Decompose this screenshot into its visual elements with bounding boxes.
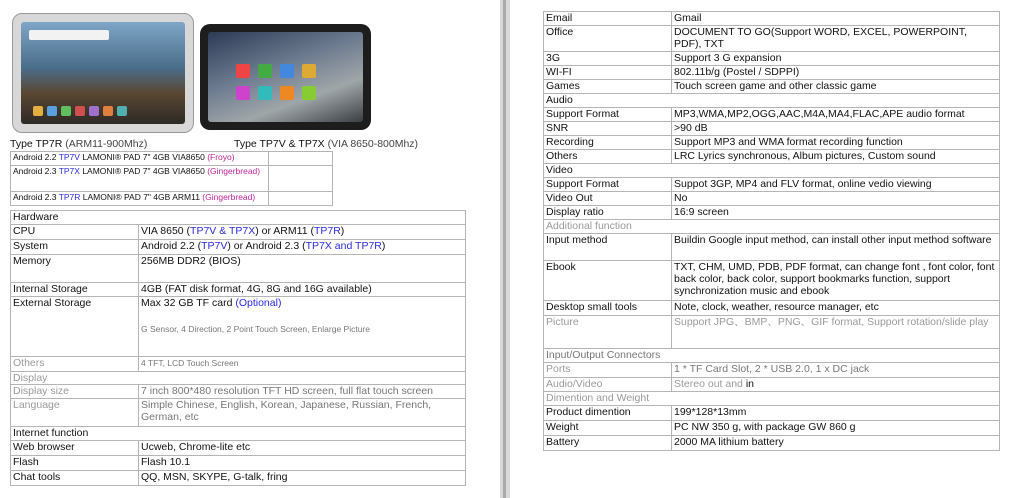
spec-value-ebook: TXT, CHM, UMD, PDB, PDF format, can change font , font color, font back color, back color, support bookmarks function, support synchronization music and ebook xyxy=(672,261,1000,301)
table-row xyxy=(544,26,1000,52)
type-tp7v-note: (VIA 8650-800Mhz) xyxy=(324,138,419,150)
table-row xyxy=(544,363,1000,378)
spec-label: Ports xyxy=(544,363,672,378)
tablet-image-white xyxy=(12,13,194,133)
spec-label: Games xyxy=(544,80,672,94)
table-row xyxy=(11,441,466,456)
spec-value: Suppot 3GP, MP4 and FLV format, online vedio viewing xyxy=(672,178,1000,192)
spec-label: Web browser xyxy=(11,441,139,456)
table-row xyxy=(11,427,466,441)
spec-value-battery: 2000 MA lithium battery xyxy=(672,436,1000,451)
tablet-image-black xyxy=(200,24,371,130)
spec-label: Audio/Video xyxy=(544,378,672,392)
table-row xyxy=(544,108,1000,122)
spec-value-cpu: VIA 8650 (TP7V & TP7X) or ARM11 (TP7R) xyxy=(139,225,466,240)
spec-label: Support Format xyxy=(544,178,672,192)
table-row xyxy=(544,94,1000,108)
section-dimension: Dimention and Weight xyxy=(544,392,1000,406)
spec-label: 3G xyxy=(544,52,672,66)
spec-label: Flash xyxy=(11,456,139,471)
right-rows xyxy=(544,12,1000,220)
spec-value-external-storage: Max 32 GB TF card (Optional) G Sensor, 4 Direction, 2 Point Touch Screen, Enlarge Picture xyxy=(139,297,466,357)
spec-value-picture: Support JPG、BMP、PNG、GIF format, Support rotation/slide play xyxy=(672,316,1000,349)
spec-label: Display ratio xyxy=(544,206,672,220)
spec-value-desktop: Note, clock, weather, resource manager, etc xyxy=(672,301,1000,316)
table-row xyxy=(544,164,1000,178)
spec-label: Video Out xyxy=(544,192,672,206)
table-row xyxy=(544,178,1000,192)
spec-label: Others xyxy=(11,357,139,372)
spec-value: DOCUMENT TO GO(Support WORD, EXCEL, POWERPOINT, PDF), TXT xyxy=(672,26,1000,52)
section-internet: Internet function xyxy=(11,427,466,441)
table-row xyxy=(544,52,1000,66)
app-icons-graphic xyxy=(33,106,127,116)
spec-value-weight: PC NW 350 g, with package GW 860 g xyxy=(672,421,1000,436)
spec-label: Email xyxy=(544,12,672,26)
spec-value: Support MP3 and WMA format recording function xyxy=(672,136,1000,150)
table-row xyxy=(11,152,333,166)
tablet-screen xyxy=(21,22,185,124)
spec-label: Desktop small tools xyxy=(544,301,672,316)
android-row-3: Android 2.3 TP7R LAMONI® PAD 7" 4GB ARM11 (Gingerbread) xyxy=(11,192,269,206)
table-row xyxy=(544,421,1000,436)
section-additional: Additional function xyxy=(544,220,1000,234)
spec-value-memory: 256MB DDR2 (BIOS) xyxy=(139,255,466,283)
table-row xyxy=(544,220,1000,234)
spec-value: Gmail xyxy=(672,12,1000,26)
spec-section: Video xyxy=(544,164,1000,178)
spec-value: No xyxy=(672,192,1000,206)
table-row xyxy=(11,372,466,385)
table-row xyxy=(11,166,333,192)
table-row xyxy=(544,316,1000,349)
software-spec-table xyxy=(543,11,1000,451)
spec-label: Internal Storage xyxy=(11,283,139,297)
type-tp7r-label xyxy=(10,138,147,150)
table-row xyxy=(544,80,1000,94)
table-row xyxy=(544,206,1000,220)
table-row xyxy=(11,297,466,357)
type-tp7v-name: Type TP7V & TP7X xyxy=(234,138,325,150)
tablet-screen xyxy=(208,32,363,122)
table-row xyxy=(11,225,466,240)
spec-value-browser: Ucweb, Chrome-lite etc xyxy=(139,441,466,456)
spec-label: System xyxy=(11,240,139,255)
spec-value: >90 dB xyxy=(672,122,1000,136)
spec-label: Battery xyxy=(544,436,672,451)
table-row xyxy=(544,301,1000,316)
type-tp7v-label xyxy=(234,138,418,150)
android-version-table xyxy=(10,151,333,206)
spec-value: 16:9 screen xyxy=(672,206,1000,220)
table-row xyxy=(544,436,1000,451)
sensor-note: G Sensor, 4 Direction, 2 Point Touch Screen, Enlarge Picture xyxy=(141,324,370,334)
spec-label: Picture xyxy=(544,316,672,349)
spec-value-others: 4 TFT, LCD Touch Screen xyxy=(139,357,466,372)
spec-value: Touch screen game and other classic game xyxy=(672,80,1000,94)
spec-label: CPU xyxy=(11,225,139,240)
table-row xyxy=(544,150,1000,164)
spec-value-display-size: 7 inch 800*480 resolution TFT HD screen, full flat touch screen xyxy=(139,385,466,399)
table-row xyxy=(11,357,466,372)
table-row xyxy=(11,211,466,225)
table-row xyxy=(11,240,466,255)
table-row xyxy=(11,471,466,486)
spec-value: LRC Lyrics synchronous, Album pictures, Custom sound xyxy=(672,150,1000,164)
spec-label: Others xyxy=(544,150,672,164)
spec-value-input-method: Buildin Google input method, can install other input method software xyxy=(672,234,1000,261)
table-row xyxy=(544,66,1000,80)
android-row-1: Android 2.2 TP7V LAMONI® PAD 7" 4GB VIA8650 (Froyo) xyxy=(11,152,269,166)
table-row xyxy=(11,192,333,206)
table-row xyxy=(544,192,1000,206)
table-row xyxy=(11,399,466,427)
spec-label: Input method xyxy=(544,234,672,261)
spec-value: MP3,WMA,MP2,OGG,AAC,M4A,MA4,FLAC,APE audio format xyxy=(672,108,1000,122)
spec-value: Support 3 G expansion xyxy=(672,52,1000,66)
table-row xyxy=(544,406,1000,421)
page-divider xyxy=(500,0,510,498)
table-row xyxy=(11,456,466,471)
spec-label: Office xyxy=(544,26,672,52)
section-io: Input/Output Connectors xyxy=(544,349,1000,363)
table-row xyxy=(544,122,1000,136)
spec-value-language: Simple Chinese, English, Korean, Japanese, Russian, French, German, etc xyxy=(139,399,466,427)
left-spec-panel xyxy=(0,0,500,498)
table-row xyxy=(544,136,1000,150)
table-row xyxy=(544,261,1000,301)
spec-section: Audio xyxy=(544,94,1000,108)
spec-label: Product dimention xyxy=(544,406,672,421)
table-row xyxy=(544,392,1000,406)
spec-label: Display size xyxy=(11,385,139,399)
spec-label: Support Format xyxy=(544,108,672,122)
app-grid-graphic xyxy=(236,64,316,100)
spec-label: Recording xyxy=(544,136,672,150)
spec-label: Memory xyxy=(11,255,139,283)
spec-label: Chat tools xyxy=(11,471,139,486)
spec-label: External Storage xyxy=(11,297,139,357)
type-tp7r-note: (ARM11-900Mhz) xyxy=(62,138,148,150)
table-row xyxy=(544,349,1000,363)
spec-value-internal-storage: 4GB (FAT disk format, 4G, 8G and 16G available) xyxy=(139,283,466,297)
spec-label: SNR xyxy=(544,122,672,136)
spec-label: WI-FI xyxy=(544,66,672,80)
spec-label: Ebook xyxy=(544,261,672,301)
table-row xyxy=(544,234,1000,261)
spec-value-chat: QQ, MSN, SKYPE, G-talk, fring xyxy=(139,471,466,486)
spec-value-dimension: 199*128*13mm xyxy=(672,406,1000,421)
android-row-2: Android 2.3 TP7X LAMONI® PAD 7" 4GB VIA8650 (Gingerbread) xyxy=(11,166,269,192)
search-bar-graphic xyxy=(29,30,109,40)
type-tp7r-name: Type TP7R xyxy=(10,138,63,150)
spec-value-ports: 1 * TF Card Slot, 2 * USB 2.0, 1 x DC jack xyxy=(672,363,1000,378)
spec-value-flash: Flash 10.1 xyxy=(139,456,466,471)
spec-label: Language xyxy=(11,399,139,427)
table-row xyxy=(11,255,466,283)
spec-value-system: Android 2.2 (TP7V) or Android 2.3 (TP7X and TP7R) xyxy=(139,240,466,255)
table-row xyxy=(11,385,466,399)
table-row xyxy=(11,283,466,297)
spec-value: 802.11b/g (Postel / SDPPI) xyxy=(672,66,1000,80)
right-spec-panel xyxy=(510,0,1024,498)
hardware-spec-table xyxy=(10,210,466,486)
spec-value-audio-video: Stereo out and in xyxy=(672,378,1000,392)
table-row xyxy=(544,12,1000,26)
table-row xyxy=(544,378,1000,392)
spec-label: Weight xyxy=(544,421,672,436)
section-display: Display xyxy=(11,372,466,385)
section-hardware: Hardware xyxy=(11,211,466,225)
